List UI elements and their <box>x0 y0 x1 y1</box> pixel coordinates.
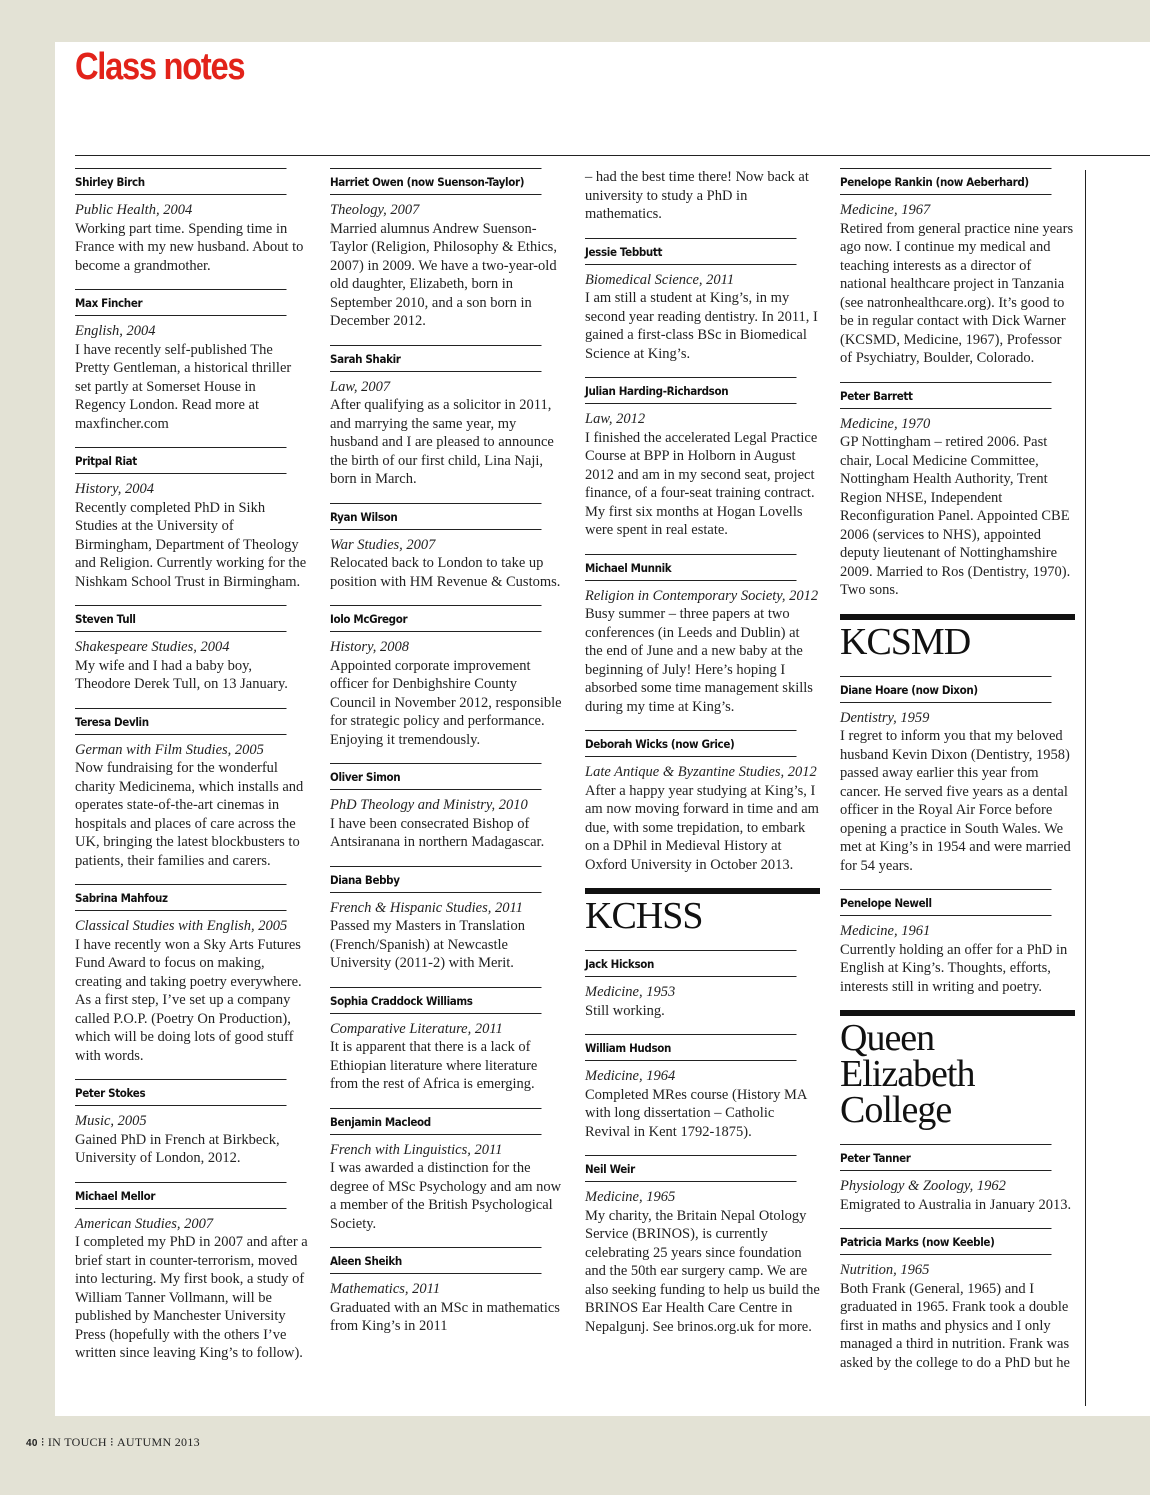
note-text: Gained PhD in French at Birkbeck, University of London, 2012. <box>75 1131 280 1166</box>
issue-date: AUTUMN 2013 <box>116 1435 200 1449</box>
note-text: Emigrated to Australia in January 2013. <box>840 1196 1072 1213</box>
note-text: I have recently won a Sky Arts Futures Fund Award to focus on making, creating and taking poetry everywhere. As a first step, I’ve set up a company called P.O.P. (Poetry On Production), which will be doing lots of good stuff with words. <box>75 936 302 1064</box>
course-year: Medicine, 1953 <box>585 984 676 1000</box>
alumnus-name: Aleen Sheikh <box>330 1247 542 1274</box>
page-footer <box>26 1435 200 1450</box>
alumnus-name: Deborah Wicks (now Grice) <box>585 730 797 757</box>
alumnus-name: Julian Harding-Richardson <box>585 377 797 404</box>
class-note-entry <box>75 605 310 694</box>
alumnus-name: Michael Munnik <box>585 554 797 581</box>
class-note-entry <box>75 168 310 275</box>
alumnus-name: Steven Tull <box>75 605 287 632</box>
class-note-entry <box>840 1144 1075 1214</box>
class-note-entry <box>330 987 565 1094</box>
section-title: Queen Elizabeth College <box>840 1017 975 1131</box>
class-note-entry <box>330 345 565 489</box>
course-year: Late Antique & Byzantine Studies, 2012 <box>585 764 817 780</box>
class-note-entry <box>75 1079 310 1168</box>
class-note-entry <box>840 168 1075 368</box>
note-text: I am still a student at King’s, in my second year reading dentistry. In 2011, I gained a first-class BSc in Biomedical Science at King’s. <box>585 290 818 362</box>
class-note-entry <box>75 289 310 433</box>
note-text: Appointed corporate improvement officer for Denbighshire County Council in November 2012, responsible for strategic policy and performance. Enjoying it tremendously. <box>330 657 562 748</box>
note-text: Busy summer – three papers at two conferences (in Leeds and Dublin) at the end of June and a new baby at the beginning of July! Here’s hoping I absorbed some time management skills during my time at King’s. <box>585 606 813 715</box>
note-text: Recently completed PhD in Sikh Studies at the University of Birmingham, Department of Theology and Religion. Currently working for the Nishkam School Trust in Birmingham. <box>75 499 307 590</box>
course-year: Religion in Contemporary Society, 2012 <box>585 587 819 604</box>
note-text: Still working. <box>585 1002 665 1019</box>
note-text: Currently holding an offer for a PhD in English at King’s. Thoughts, efforts, interests still in writing and poetry. <box>840 941 1068 995</box>
alumnus-name: Benjamin Macleod <box>330 1108 542 1135</box>
note-text: I have recently self-published The Pretty Gentleman, a historical thriller set partly at Somerset House in Regency London. Read more at maxfincher.com <box>75 341 292 432</box>
section-heading <box>840 614 1075 663</box>
class-note-entry <box>840 889 1075 996</box>
course-year: Shakespeare Studies, 2004 <box>75 639 230 655</box>
page-number: 40 <box>26 1438 38 1449</box>
page <box>55 42 1150 1416</box>
course-year: History, 2008 <box>330 639 409 655</box>
note-text: I have been consecrated Bishop of Antsiranana in northern Madagascar. <box>330 815 545 850</box>
alumnus-name: Jack Hickson <box>585 950 797 977</box>
course-year: American Studies, 2007 <box>75 1215 214 1232</box>
course-year: Music, 2005 <box>75 1113 147 1129</box>
class-note-entry <box>330 168 565 331</box>
column-1 <box>75 168 310 1377</box>
course-year: Nutrition, 1965 <box>840 1262 930 1278</box>
course-year: Law, 2012 <box>585 411 646 427</box>
alumnus-name: Pritpal Riat <box>75 447 287 474</box>
alumnus-name: Harriet Owen (now Suenson-Taylor) <box>330 168 542 195</box>
course-year: War Studies, 2007 <box>330 536 436 553</box>
alumnus-name: Peter Stokes <box>75 1079 287 1106</box>
course-year: Law, 2007 <box>330 378 391 395</box>
note-text: Passed my Masters in Translation (French/Spanish) at Newcastle University (2011-2) with Merit. <box>330 918 525 971</box>
class-note-entry <box>330 866 565 973</box>
class-note-entry <box>330 1108 565 1234</box>
class-note-entry <box>840 676 1075 876</box>
note-text: Now fundraising for the wonderful charity Medicinema, which installs and operates state-of-the-art cinemas in hospitals and places of care across the UK, bringing the latest blockbusters to patients, their families and carers. <box>75 760 304 869</box>
class-note-entry <box>75 708 310 871</box>
class-note-entry <box>330 605 565 749</box>
class-note-entry <box>75 884 310 1065</box>
alumnus-name: Neil Weir <box>585 1155 797 1182</box>
course-year: Theology, 2007 <box>330 202 420 218</box>
note-text: I was awarded a distinction for the degree of MSc Psychology and am now a member of the British Psychological Society. <box>330 1160 562 1232</box>
note-text: Both Frank (General, 1965) and I graduated in 1965. Frank took a double first in maths and physics and I only managed a third in nutrition. Frank was asked by the college to do a PhD but he <box>840 1280 1070 1371</box>
alumnus-name: Diane Hoare (now Dixon) <box>840 676 1052 703</box>
column-4 <box>840 168 1075 1386</box>
column-divider <box>1085 170 1086 1406</box>
note-text: – had the best time there! Now back at university to study a PhD in mathematics. <box>585 169 809 222</box>
course-year: Medicine, 1970 <box>840 415 931 432</box>
alumnus-name: Jessie Tebbutt <box>585 238 797 265</box>
alumnus-name: William Hudson <box>585 1034 797 1061</box>
course-year: French & Hispanic Studies, 2011 <box>330 899 523 916</box>
class-note-entry <box>330 1247 565 1336</box>
class-note-entry <box>75 1182 310 1363</box>
course-year: PhD Theology and Ministry, 2010 <box>330 797 528 813</box>
alumnus-name: Michael Mellor <box>75 1182 287 1209</box>
note-text: My charity, the Britain Nepal Otology Service (BRINOS), is currently celebrating 25 years since foundation and the 50th ear surgery camp. We are also seeking funding to help us build the BRINOS Ear Health Care Centre in Nepalgunj. See brinos.org.uk for more. <box>585 1207 820 1335</box>
note-text: Retired from general practice nine years ago now. I continue my medical and teaching interests as a director of national healthcare project in Tanzania (see natronhealthcare.org). It’s good to be in regular contact with Dick Warner (KCSMD, Medicine, 1967), Professor of Psychiatry, Boulder, Colorado. <box>840 220 1074 366</box>
note-text: I completed my PhD in 2007 and after a brief start in counter-terrorism, moved into lecturing. My first book, a study of William Tanner Vollmann, will be published by Manchester University Press (hopefully with the others I’ve written since leaving King’s to follow). <box>75 1234 308 1361</box>
continued-note <box>585 168 820 224</box>
alumnus-name: Iolo McGregor <box>330 605 542 632</box>
alumnus-name: Max Fincher <box>75 289 287 316</box>
note-text: It is apparent that there is a lack of Ethiopian literature where literature from the rest of Africa is emerging. <box>330 1039 538 1092</box>
alumnus-name: Teresa Devlin <box>75 708 287 735</box>
section-heading <box>840 1010 1075 1131</box>
course-year: Physiology & Zoology, 1962 <box>840 1178 1006 1194</box>
alumnus-name: Penelope Newell <box>840 889 1052 916</box>
class-note-entry <box>75 447 310 591</box>
course-year: Dentistry, 1959 <box>840 709 930 726</box>
alumnus-name: Shirley Birch <box>75 168 287 195</box>
alumnus-name: Sabrina Mahfouz <box>75 884 287 911</box>
class-note-entry <box>585 554 820 717</box>
course-year: History, 2004 <box>75 481 154 497</box>
alumnus-name: Diana Bebby <box>330 866 542 893</box>
course-year: Comparative Literature, 2011 <box>330 1020 503 1037</box>
section-title: KCHSS <box>585 895 703 937</box>
note-text: I finished the accelerated Legal Practice Course at BPP in Holborn in August 2012 and am in my second seat, project finance, of a four-seat training contract. My first six months at Hogan Lovells were spent in real estate. <box>585 429 818 538</box>
note-text: Relocated back to London to take up position with HM Revenue & Customs. <box>330 555 561 590</box>
course-year: Classical Studies with English, 2005 <box>75 918 288 934</box>
class-note-entry <box>330 763 565 852</box>
publication-name: IN TOUCH <box>47 1435 107 1449</box>
footer-separator: ⁝ <box>40 1435 45 1449</box>
course-year: German with Film Studies, 2005 <box>75 741 264 758</box>
course-year: Public Health, 2004 <box>75 202 193 218</box>
footer-separator: ⁝ <box>109 1435 114 1449</box>
course-year: English, 2004 <box>75 323 156 339</box>
alumnus-name: Peter Tanner <box>840 1144 1052 1171</box>
class-note-entry <box>585 1034 820 1141</box>
class-note-entry <box>585 377 820 540</box>
course-year: Medicine, 1961 <box>840 923 931 939</box>
class-note-entry <box>330 503 565 592</box>
alumnus-name: Sarah Shakir <box>330 345 542 372</box>
class-note-entry <box>840 382 1075 600</box>
page-title: Class notes <box>75 46 245 88</box>
alumnus-name: Penelope Rankin (now Aeberhard) <box>840 168 1052 195</box>
course-year: Medicine, 1967 <box>840 202 931 218</box>
note-text: After qualifying as a solicitor in 2011, and marrying the same year, my husband and I are pleased to announce the birth of our first child, Lina Naji, born in March. <box>330 397 554 487</box>
course-year: Mathematics, 2011 <box>330 1281 441 1297</box>
column-2 <box>330 168 565 1350</box>
note-text: Working part time. Spending time in France with my new husband. About to become a grandmother. <box>75 220 304 274</box>
class-note-entry <box>585 950 820 1020</box>
alumnus-name: Ryan Wilson <box>330 503 542 530</box>
class-note-entry <box>585 238 820 364</box>
course-year: Biomedical Science, 2011 <box>585 271 735 288</box>
section-heading <box>585 888 820 937</box>
course-year: French with Linguistics, 2011 <box>330 1141 503 1158</box>
note-text: Completed MRes course (History MA with long dissertation – Catholic Revival in Kent 1792-1875). <box>585 1086 807 1140</box>
alumnus-name: Sophia Craddock Williams <box>330 987 542 1014</box>
column-3 <box>585 168 820 1350</box>
note-text: I regret to inform you that my beloved husband Kevin Dixon (Dentistry, 1958) passed away earlier this year from cancer. He served five years as a dental officer in the Royal Air Force before opening a practice in South Wales. We met at King’s in 1954 and were married for 54 years. <box>840 728 1071 874</box>
note-text: After a happy year studying at King’s, I am now moving forward in time and am due, with some trepidation, to embark on a DPhil in Medieval History at Oxford University in October 2013. <box>585 782 819 873</box>
alumnus-name: Patricia Marks (now Keeble) <box>840 1228 1052 1255</box>
top-rule <box>75 155 1150 156</box>
class-note-entry <box>840 1228 1075 1372</box>
course-year: Medicine, 1964 <box>585 1068 676 1084</box>
note-text: My wife and I had a baby boy, Theodore Derek Tull, on 13 January. <box>75 657 288 692</box>
note-text: Graduated with an MSc in mathematics from King’s in 2011 <box>330 1299 560 1334</box>
section-title: KCSMD <box>840 620 971 663</box>
note-text: Married alumnus Andrew Suenson-Taylor (Religion, Philosophy & Ethics, 2007) in 2009. We have a two-year-old old daughter, Elizabeth, born in September 2010, and a son born in December 2012. <box>330 220 557 329</box>
class-note-entry <box>585 730 820 874</box>
alumnus-name: Peter Barrett <box>840 382 1052 409</box>
alumnus-name: Oliver Simon <box>330 763 542 790</box>
course-year: Medicine, 1965 <box>585 1189 676 1205</box>
note-text: GP Nottingham – retired 2006. Past chair, Local Medicine Committee, Nottingham Health Authority, Trent Region NHSE, Independent Reconfiguration Panel. Appointed CBE 2006 (services to NHS), appointed deputy lieutenant of Nottinghamshire 2009. Married to Ros (Dentistry, 1970). Two sons. <box>840 434 1071 598</box>
class-note-entry <box>585 1155 820 1336</box>
